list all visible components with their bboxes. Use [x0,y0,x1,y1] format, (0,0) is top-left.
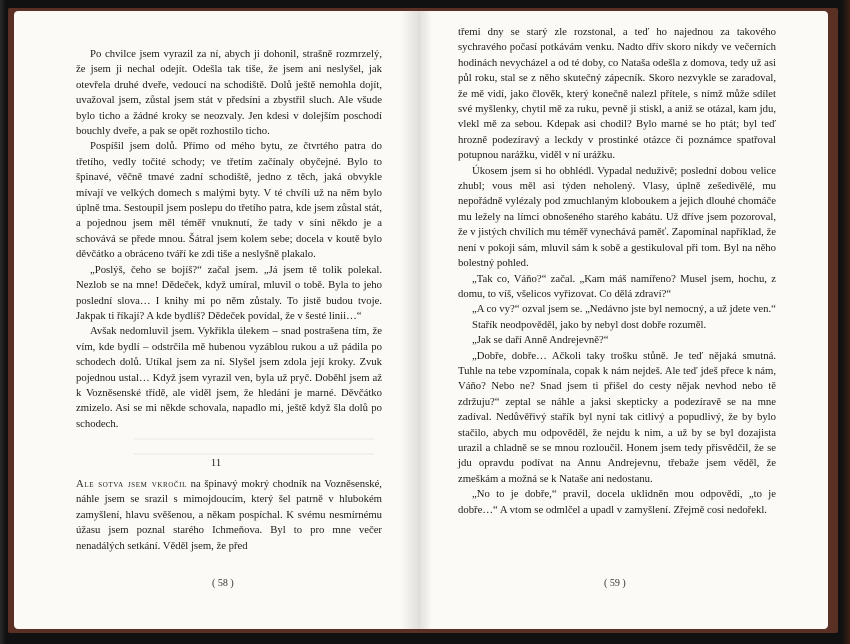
right-page-number: ( 59 ) [604,578,626,589]
right-paragraph-2: Úkosem jsem si ho obhlédl. Vypadal neduživě; poslední dobou velice zhubl; vous měl asi týden neholený. Vlasy, úplně zešedivělé, mu nepořádně vylézaly pod zmuchlaným kloboukem a jejich dlouhé chomáče mu ležely na límci obnošeného starého kabátu. Už dříve jsem pozoroval, že v jistých chvílích mu téměř vynechává paměť. Zapomínal například, že není v pokoji sám, mluvil sám k sobě a gestikuloval při tom. Byl na něho bolestný pohled. [458,164,776,270]
right-paragraph-7: „Dobře, dobře… Ačkoli taky trošku stůně. Je teď nějaká smutná. Tuhle na tebe vzpomínala, copak k nám nejdeš. Ale teď jdeš přece k nám, Váňo? Nebo ne? Snad jsem ti přišel do cesty nějak nevhod nebo tě zdržuju?“ zeptal se náhle a jaksi skepticky a podezíravě se na mne zadíval. Nedůvěřivý stařík byl nyní tak citlivý a popudlivý, že by bylo stačilo, abych mu odpověděl, že nejdu k nim, a už by se byl dozajista urazil a chladně se se mnou rozloučil. Honem jsem tedy přisvědčil, že se jdu opravdu podívat na Annu Andrejevnu, třebaže jsem věděl, že zmeškám a možná se k Nataše ani nedostanu. [458,349,776,485]
left-gutter-shadow [400,11,418,629]
left-paragraph-4: Avšak nedomluvil jsem. Vykřikla úlekem – snad postrašena tím, že vím, kde bydlí – odstrčila mě hubenou vyzáblou rukou a už pádila po schodech dolů. Utíkal jsem za ní. Slyšel jsem zdola její kroky. Zvuk pojednou ustal… Když jsem vyrazil ven, byla už pryč. Doběhl jsem až k Vozněsenské třídě, ale viděl jsem, že hledání je marné. Děvčátko zmizelo. Asi se mi někde schovala, napadlo mi, ještě když šla dolů po schodech. [76,325,382,430]
left-paragraph-2: Pospíšil jsem dolů. Přímo od mého bytu, ze čtvrtého patra do třetího, vedly točité schody; ve třetím začínaly obyčejné. Bylo to špinavé, věčně tmavé zadní schodiště, jedno z těch, jaká obvykle mívají ve velkých domech s malými byty. V té chvíli už na něm bylo úplně tma. Sestoupil jsem poslepu do třetího patra, kde jsem zůstal stát, a pojednou jsem měl téměř vnuknutí, že tady v síni někdo je a schovává se přede mnou. Šátral jsem kolem sebe; docela v koutě bylo děvčátko a obráceno tváří ke zdi tiše a neslyšně plakalo. [76,140,382,261]
left-paragraph-3: „Poslýš, čeho se bojíš?“ začal jsem. „Já jsem tě tolik polekal. Nezlob se na mne! Dědeček, když umíral, mluvil o tobě. Byla to jeho poslední slova… I knihy mi po něm zůstaly. To jistě budou tvoje. Jakpak ti říkají? A kde bydlíš? Dědeček povídal, že v šesté linii…“ [76,263,382,322]
left-page-number: ( 58 ) [212,578,234,589]
right-paragraph-5: Stařík neodpověděl, jako by nebyl dost dobře rozuměl. [472,318,707,331]
chapter-opening-paragraph [76,477,382,554]
left-page [14,11,418,629]
right-paragraph-3: „Tak co, Váňo?“ začal. „Kam máš namířeno? Musel jsem, hochu, z domu, to víš, všelicos vyřizovat. Co dělá zdraví?“ [458,272,776,300]
right-paragraph-1: třemi dny se starý zle rozstonal, a teď ho najednou za takového sychravého počasí potkávám venku. Nadto dřív skoro nikdy ve večerních hodinách nevycházel a od té doby, co Nataša odešla z domova, tedy už asi půl roku, stal se z něho skutečný zápecník. Skoro nezvykle se zaradoval, že mě vidí, jako člověk, který konečně nalezl přítele, s nímž může sdílet své myšlenky, chytil mě za ruku, pevně ji stiskl, a aniž se otázal, kam jdu, vlekl mě za sebou. Kdepak asi chodil? Bylo marné se ho ptát; byl teď hrozně podezíravý a leckdy v prostinké otázce či poznámce spatřoval potupnou narážku, viděl v ní urážku. [458,26,776,162]
right-paragraph-6: „Jak se daří Anně Andrejevně?“ [472,334,609,347]
chapter-opening-smallcaps: Ale sotva jsem vkročil [76,478,187,490]
chapter-number: 11 [210,457,222,469]
show-through-text [134,429,374,455]
left-paragraph-1: Po chvilce jsem vyrazil za ní, abych ji dohonil, strašně rozmrzelý, že jsem ji nechal odejít. Odešla tak tiše, že jsem ani neslyšel, jak otevřela druhé dveře, vedoucí na schodiště. Dolů ještě nemohla dojít, uvažoval jsem, zůstal jsem stát v předsíni a zbystřil sluch. Ale všude bylo ticho a žádné kroky se neozvaly. Jen kdesi v dolejším poschodí bouchly dveře, a pak se opět rozhostilo ticho. [76,48,382,138]
left-page-text-chapter [76,477,382,554]
left-page-text-top [76,47,382,432]
right-gutter-shadow [418,11,432,629]
chapter-opening-rest: na špinavý mokrý chodník na Vozněsenské, náhle jsem se srazil s mimojdoucím, který šel patrně v hlubokém zamyšlení, hlavu svěšenou, a někam pospíchal. K svému nesmírnému úžasu jsem poznal starého Ichmeňova. Byl to pro mne večer nenadálých setkání. Věděl jsem, že před [76,478,382,552]
right-page-text [458,25,776,518]
right-paragraph-4: „A co vy?“ ozval jsem se. „Nedávno jste byl nemocný, a už jdete ven.“ [472,303,776,316]
right-page [418,11,828,629]
right-paragraph-8: „No to je dobře,“ pravil, docela uklidněn mou odpovědí, „to je dobře…“ A vtom se odmlčel a upadl v zamyšlení. Zřejmě cosi nedořekl. [458,488,776,516]
open-book [8,8,838,633]
